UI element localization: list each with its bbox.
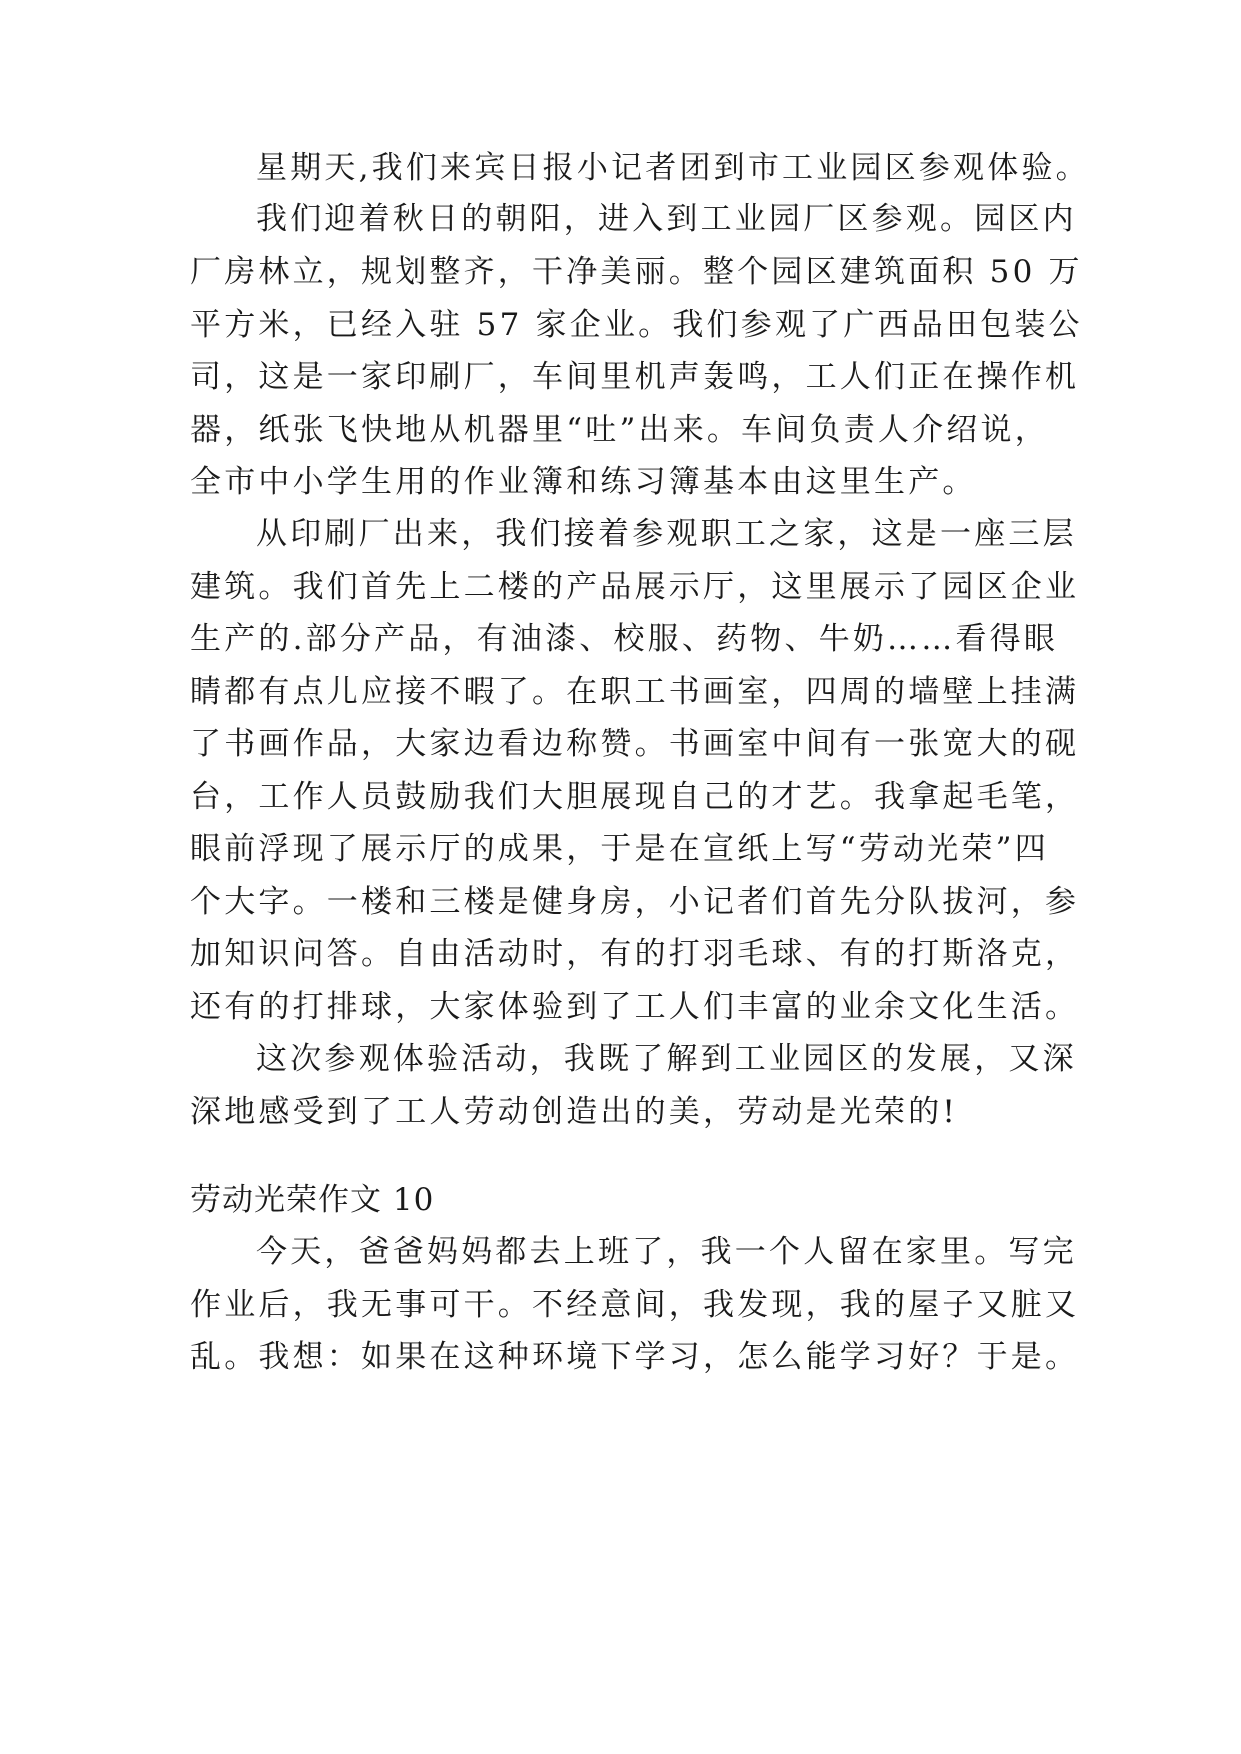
text-line: 司，这是一家印刷厂，车间里机声轰鸣，工人们正在操作机 [190,359,1080,395]
text-line: 了书画作品，大家边看边称赞。书画室中间有一张宽大的砚 [190,726,1080,762]
text-line: 眼前浮现了展示厅的成果，于是在宣纸上写“劳动光荣”四 [190,831,1049,867]
text-line: 加知识问答。自由活动时，有的打羽毛球、有的打斯洛克， [190,936,1080,972]
text-line: 作业后，我无事可干。不经意间，我发现，我的屋子又脏又 [190,1287,1080,1323]
text-line: 我们迎着秋日的朝阳，进入到工业园厂区参观。园区内 [256,201,1077,237]
text-line: 睛都有点儿应接不暇了。在职工书画室，四周的墙壁上挂满 [190,674,1080,710]
section-heading: 劳动光荣作文 10 [190,1182,435,1218]
text-line: 器，纸张飞快地从机器里“吐”出来。车间负责人介绍说， [190,412,1049,448]
text-line: 这次参观体验活动，我既了解到工业园区的发展，又深 [256,1041,1077,1077]
text-line: 今天，爸爸妈妈都去上班了，我一个人留在家里。写完 [256,1234,1077,1270]
text-line: 星期天,我们来宾日报小记者团到市工业园区参观体验。 [256,150,1090,186]
text-line: 生产的.部分产品，有油漆、校服、药物、牛奶……看得眼 [190,621,1059,657]
text-line: 乱。我想：如果在这种环境下学习，怎么能学习好？于是。 [190,1339,1080,1375]
text-line: 从印刷厂出来，我们接着参观职工之家，这是一座三层 [256,516,1077,552]
text-line: 个大字。一楼和三楼是健身房，小记者们首先分队拔河，参 [190,884,1080,920]
text-line: 全市中小学生用的作业簿和练习簿基本由这里生产。 [190,464,977,500]
text-line: 还有的打排球，大家体验到了工人们丰富的业余文化生活。 [190,989,1080,1025]
text-line: 深地感受到了工人劳动创造出的美，劳动是光荣的! [190,1094,959,1130]
text-line: 建筑。我们首先上二楼的产品展示厅，这里展示了园区企业 [190,569,1080,605]
text-line: 厂房林立，规划整齐，干净美丽。整个园区建筑面积 50 万 [190,254,1083,290]
text-line: 台，工作人员鼓励我们大胆展现自己的才艺。我拿起毛笔， [190,779,1080,815]
text-line: 平方米，已经入驻 57 家企业。我们参观了广西品田包装公 [190,307,1083,343]
